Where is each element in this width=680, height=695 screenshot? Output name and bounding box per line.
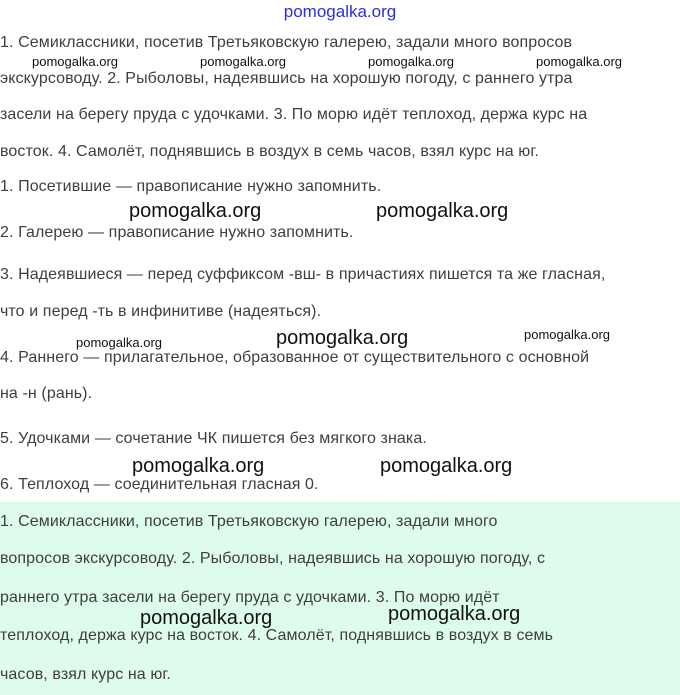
watermark: pomogalka.org <box>376 200 509 222</box>
explanation-line: 1. Посетившие — правописание нужно запомнить. <box>0 178 382 195</box>
answer-line: теплоход, держа курс на восток. 4. Самолёт, поднявшись в воздух в семь <box>0 627 554 644</box>
watermark: pomogalka.org <box>388 603 521 625</box>
watermark: pomogalka.org <box>200 54 286 69</box>
answer-line: раннего утра засели на берегу пруда с удочками. 3. По морю идёт <box>0 589 500 606</box>
watermark: pomogalka.org <box>380 455 513 477</box>
watermark: pomogalka.org <box>140 607 273 629</box>
explanation-line: 2. Галерею — правописание нужно запомнить. <box>0 224 354 241</box>
explanation-line: 3. Надеявшиеся — перед суффиксом -вш- в причастиях пишется та же гласная, <box>0 266 606 283</box>
explanation-line: 5. Удочками — сочетание ЧК пишется без мягкого знака. <box>0 430 427 447</box>
answer-line: 1. Семиклассники, посетив Третьяковскую галерею, задали много <box>0 513 498 530</box>
answer-line: часов, взял курс на юг. <box>0 666 171 683</box>
watermark: pomogalka.org <box>132 455 265 477</box>
task-line: экскурсоводу. 2. Рыболовы, надеявшись на хорошую погоду, с раннего утра <box>0 70 573 87</box>
explanation-line: 4. Раннего — прилагательное, образованное от существительного с основной <box>0 349 590 366</box>
watermark: pomogalka.org <box>536 54 622 69</box>
watermark: pomogalka.org <box>129 200 262 222</box>
task-line: засели на берегу пруда с удочками. 3. По морю идёт теплоход, держа курс на <box>0 106 588 123</box>
task-line: восток. 4. Самолёт, поднявшись в воздух в семь часов, взял курс на юг. <box>0 143 539 160</box>
explanation-line: 6. Теплоход — соединительная гласная 0. <box>0 476 319 493</box>
watermark: pomogalka.org <box>32 54 118 69</box>
explanation-line: что и перед -ть в инфинитиве (надеяться). <box>0 303 322 320</box>
watermark: pomogalka.org <box>76 335 162 350</box>
watermark: pomogalka.org <box>368 54 454 69</box>
site-header-logo[interactable]: pomogalka.org <box>283 2 397 21</box>
task-line: 1. Семиклассники, посетив Третьяковскую галерею, задали много вопросов <box>0 34 573 51</box>
answer-line: вопросов экскурсоводу. 2. Рыболовы, надеявшись на хорошую погоду, с <box>0 550 546 567</box>
watermark: pomogalka.org <box>524 327 610 342</box>
explanation-line: на -н (рань). <box>0 385 93 402</box>
watermark: pomogalka.org <box>276 327 409 349</box>
